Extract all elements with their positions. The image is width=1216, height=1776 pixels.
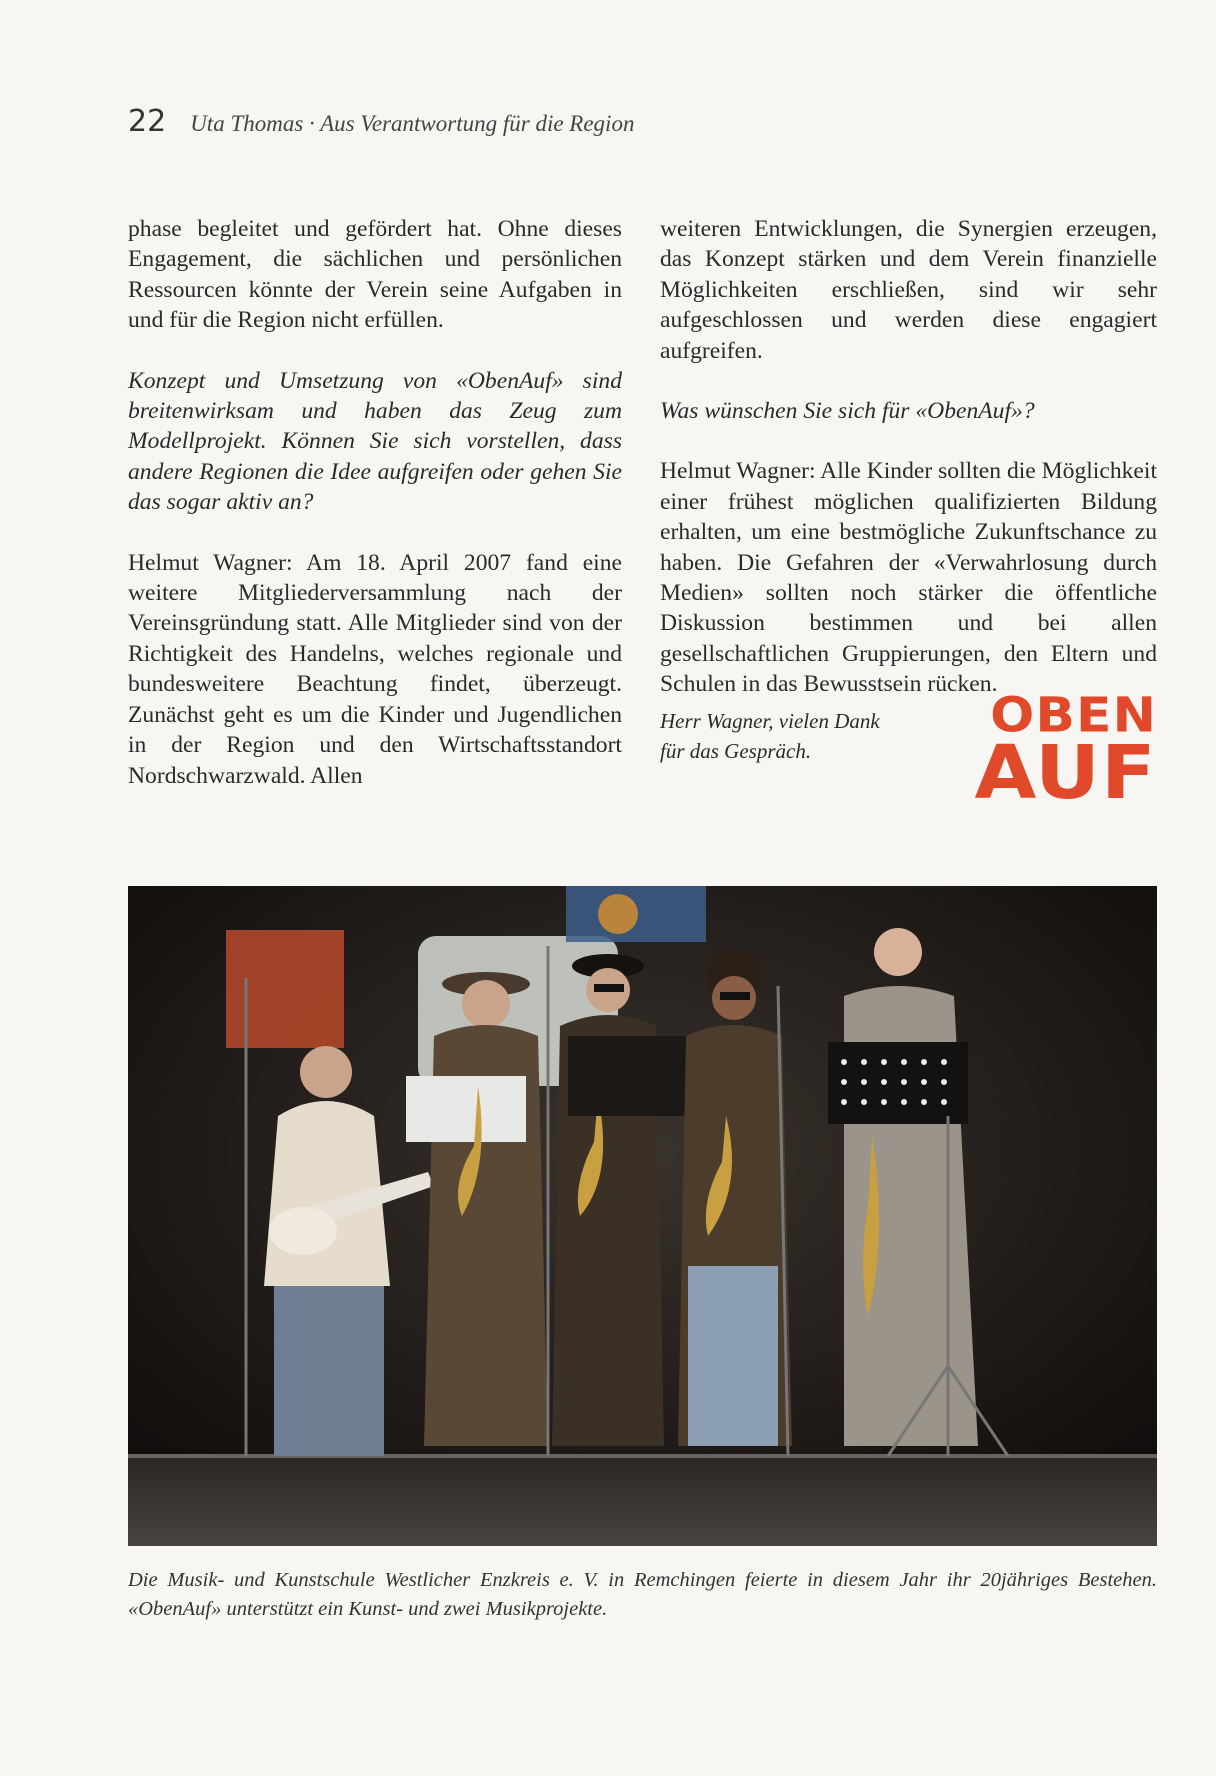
interview-question: Konzept und Umsetzung von «ObenAuf» sind breitenwirksam und haben das Zeug zum Modellprojekt. Können Sie sich vorstellen, dass andere Regionen die Idee aufgreifen oder gehen Sie das sogar aktiv an? [128, 367, 622, 516]
body-paragraph: weiteren Entwicklungen, die Synergien erzeugen, das Konzept stärken und dem Verein finanzielle Möglichkeiten erschließen, sind wir sehr aufgeschlossen und werden diese engagiert aufgreifen. [660, 216, 1157, 364]
interview-question: Was wünschen Sie sich für «ObenAuf»? [660, 398, 1035, 425]
band-photo [128, 886, 1157, 1546]
thanks-line-1: Herr Wagner, vielen Dank [660, 708, 880, 733]
left-column [128, 214, 622, 791]
body-paragraph: phase begleitet und gefördert hat. Ohne dieses Engagement, die sächlichen und persönlichen Ressourcen könnte der Verein seine Aufgaben in und für die Region nicht erfüllen. [128, 216, 622, 334]
logo-line-1: OBEN [990, 688, 1157, 744]
closing-row [660, 688, 1157, 816]
band-photo-illustration [128, 886, 1157, 1546]
body-paragraph: Helmut Wagner: Alle Kinder sollten die Möglichkeit einer frühest möglichen qualifizierten Bildung erhalten, um eine bestmögliche Zukunftschance zu haben. Die Gefahren der «Verwahrlosung durch Medien» sollten noch stärker die öffentliche Diskussion bestimmen und bei allen gesellschaftlichen Gruppierungen, den Eltern und Schulen in das Bewusstsein rücken. [660, 458, 1157, 698]
page-header [128, 104, 634, 144]
body-paragraph: Helmut Wagner: Am 18. April 2007 fand eine weitere Mitgliederversammlung nach der Vereinsgründung statt. Alle Mitglieder sind von der Richtigkeit des Handelns, welches regionale und bundesweitere Beachtung findet, überzeugt. Zunächst geht es um die Kinder und Jugendlichen in der Region und den Wirtschaftsstandort Nordschwarzwald. Allen [128, 549, 622, 789]
page-number: 22 [128, 104, 167, 139]
obenauf-logo [959, 688, 1157, 816]
thanks-line-2: für das Gespräch. [660, 738, 812, 763]
logo-line-2: AUF [974, 729, 1157, 816]
right-column [660, 214, 1157, 816]
running-title: Uta Thomas · Aus Verantwortung für die Region [190, 111, 635, 136]
photo-caption: Die Musik- und Kunstschule Westlicher Enzkreis e. V. in Remchingen feierte in diesem Jahr ihr 20jähriges Bestehen. «ObenAuf» unterstützt ein Kunst- und zwei Musikprojekte. [128, 1569, 1157, 1620]
